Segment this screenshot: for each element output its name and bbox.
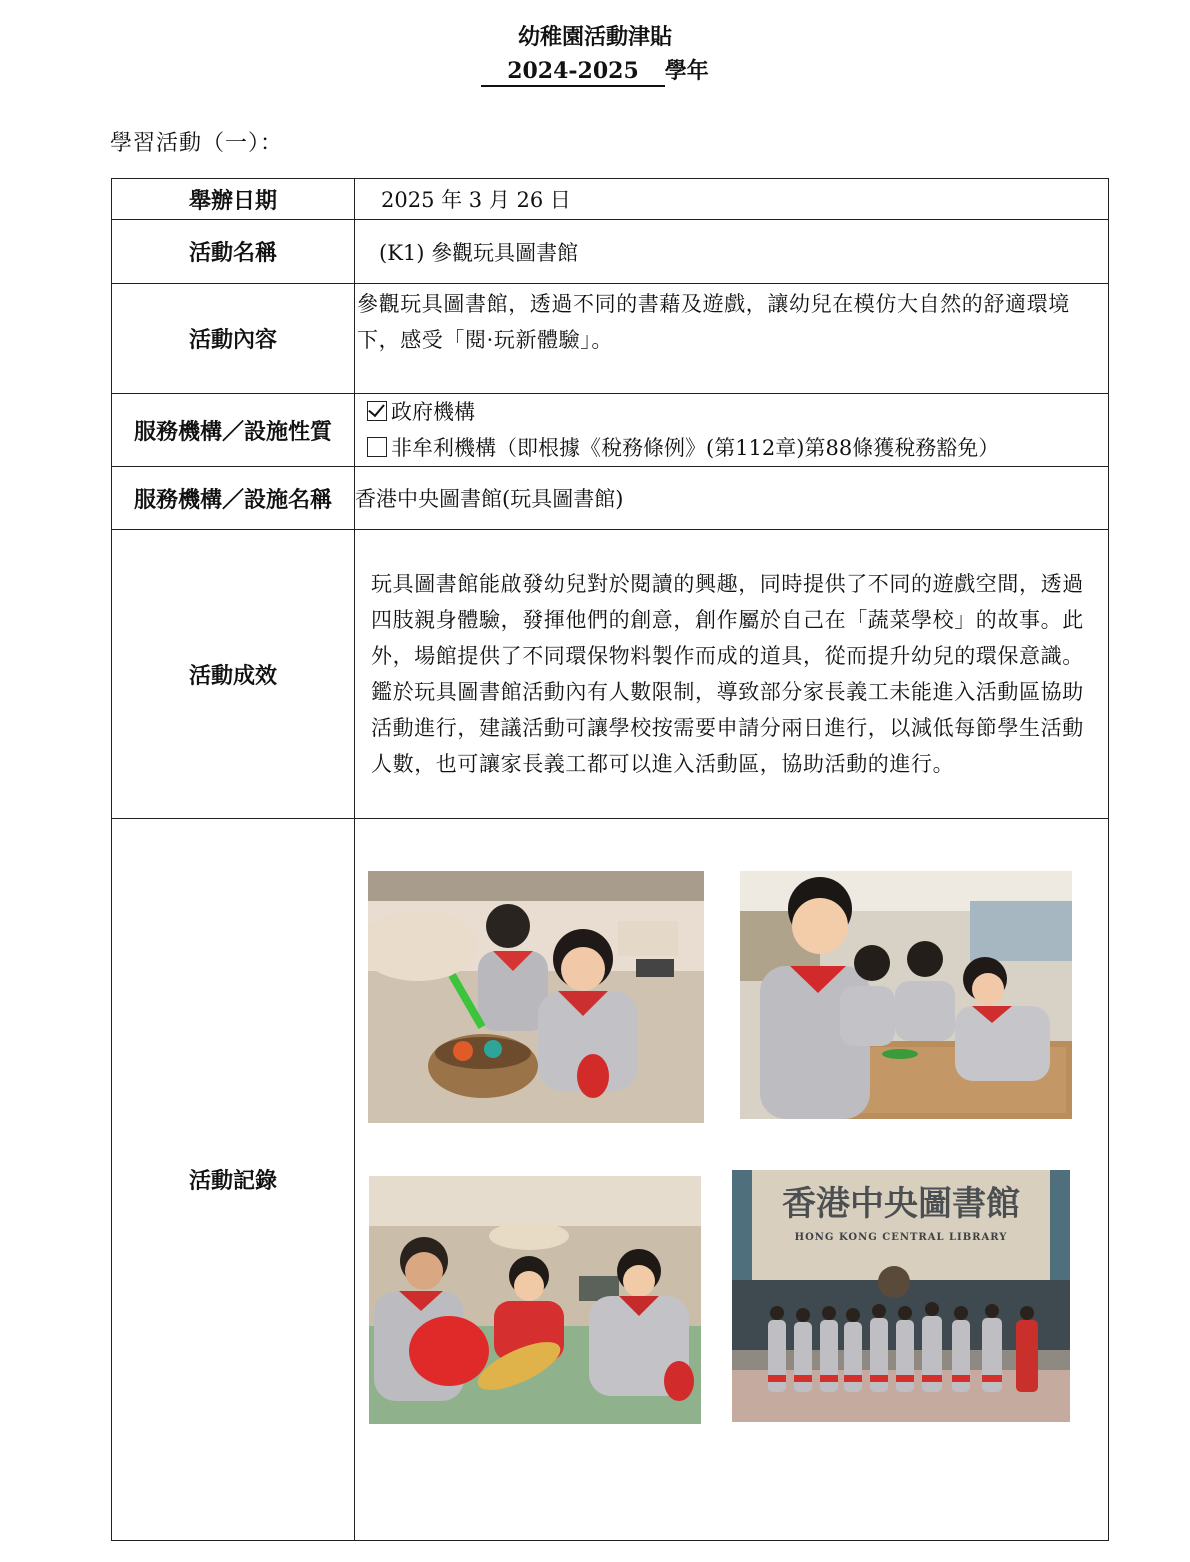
row-date — [112, 179, 1109, 220]
library-sign-english: HONG KONG CENTRAL LIBRARY — [794, 1231, 1008, 1243]
checkbox-checked — [367, 401, 387, 421]
row-effect — [112, 530, 1109, 819]
option-nonprofit — [367, 430, 1108, 466]
value-facility: 香港中央圖書館(玩具圖書館) — [355, 467, 1109, 530]
option-government-text: 政府機構 — [391, 400, 475, 424]
photo-basket-play — [368, 871, 704, 1123]
value-date: 2025 年 3 月 26 日 — [355, 179, 1109, 220]
label-name: 活動名稱 — [112, 220, 355, 284]
library-sign-chinese: 香港中央圖書館 — [782, 1183, 1020, 1224]
label-content: 活動內容 — [112, 284, 355, 394]
photo-vegetable-toys — [369, 1176, 701, 1424]
option-government — [367, 394, 1108, 430]
photo-library-group — [732, 1170, 1070, 1422]
content-text: 參觀玩具圖書館，透過不同的書藉及遊戲，讓幼兒在模仿大自然的舒適環境下，感受「閱·玩新體驗」。 — [357, 292, 1070, 352]
document-title: 幼稚園活動津貼 — [517, 24, 672, 50]
label-effect: 活動成效 — [112, 530, 355, 819]
label-date: 舉辦日期 — [112, 179, 355, 220]
activity-form-table — [111, 178, 1109, 1541]
label-nature: 服務機構／設施性質 — [112, 394, 355, 467]
value-effect — [355, 530, 1109, 819]
row-name — [112, 220, 1109, 284]
option-nonprofit-text: 非牟利機構（即根據《稅務條例》(第112章)第88條獲稅務豁免） — [391, 436, 1000, 460]
value-record — [355, 819, 1109, 1541]
row-content — [112, 284, 1109, 394]
value-name: (K1) 參觀玩具圖書館 — [355, 220, 1109, 284]
row-nature — [112, 394, 1109, 467]
value-content — [355, 284, 1109, 394]
effect-text: 玩具圖書館能啟發幼兒對於閱讀的興趣，同時提供了不同的遊戲空間，透過四肢親身體驗，發揮他們的創意，創作屬於自己在「蔬菜學校」的故事。此外，場館提供了不同環保物料製作而成的道具，從而提升幼兒的環保意識。鑑於玩具圖書館活動內有人數限制，導致部分家長義工未能進入活動區協助活動進行，建議活動可讓學校按需要申請分兩日進行，以減低每節學生活動人數，也可讓家長義工都可以進入活動區，協助活動的進行。 — [371, 572, 1084, 776]
school-year-value: 2024-2025 — [481, 58, 665, 87]
checkbox-unchecked — [367, 437, 387, 457]
photo-grid — [355, 820, 1109, 1540]
photo-sand-table — [740, 871, 1072, 1119]
label-record: 活動記錄 — [112, 819, 355, 1541]
school-year — [0, 54, 1190, 87]
row-facility — [112, 467, 1109, 530]
value-nature — [355, 394, 1109, 467]
section-label: 學習活動（一）： — [110, 131, 284, 156]
school-year-suffix: 學年 — [664, 58, 709, 84]
row-record — [112, 819, 1109, 1541]
label-facility: 服務機構／設施名稱 — [112, 467, 355, 530]
